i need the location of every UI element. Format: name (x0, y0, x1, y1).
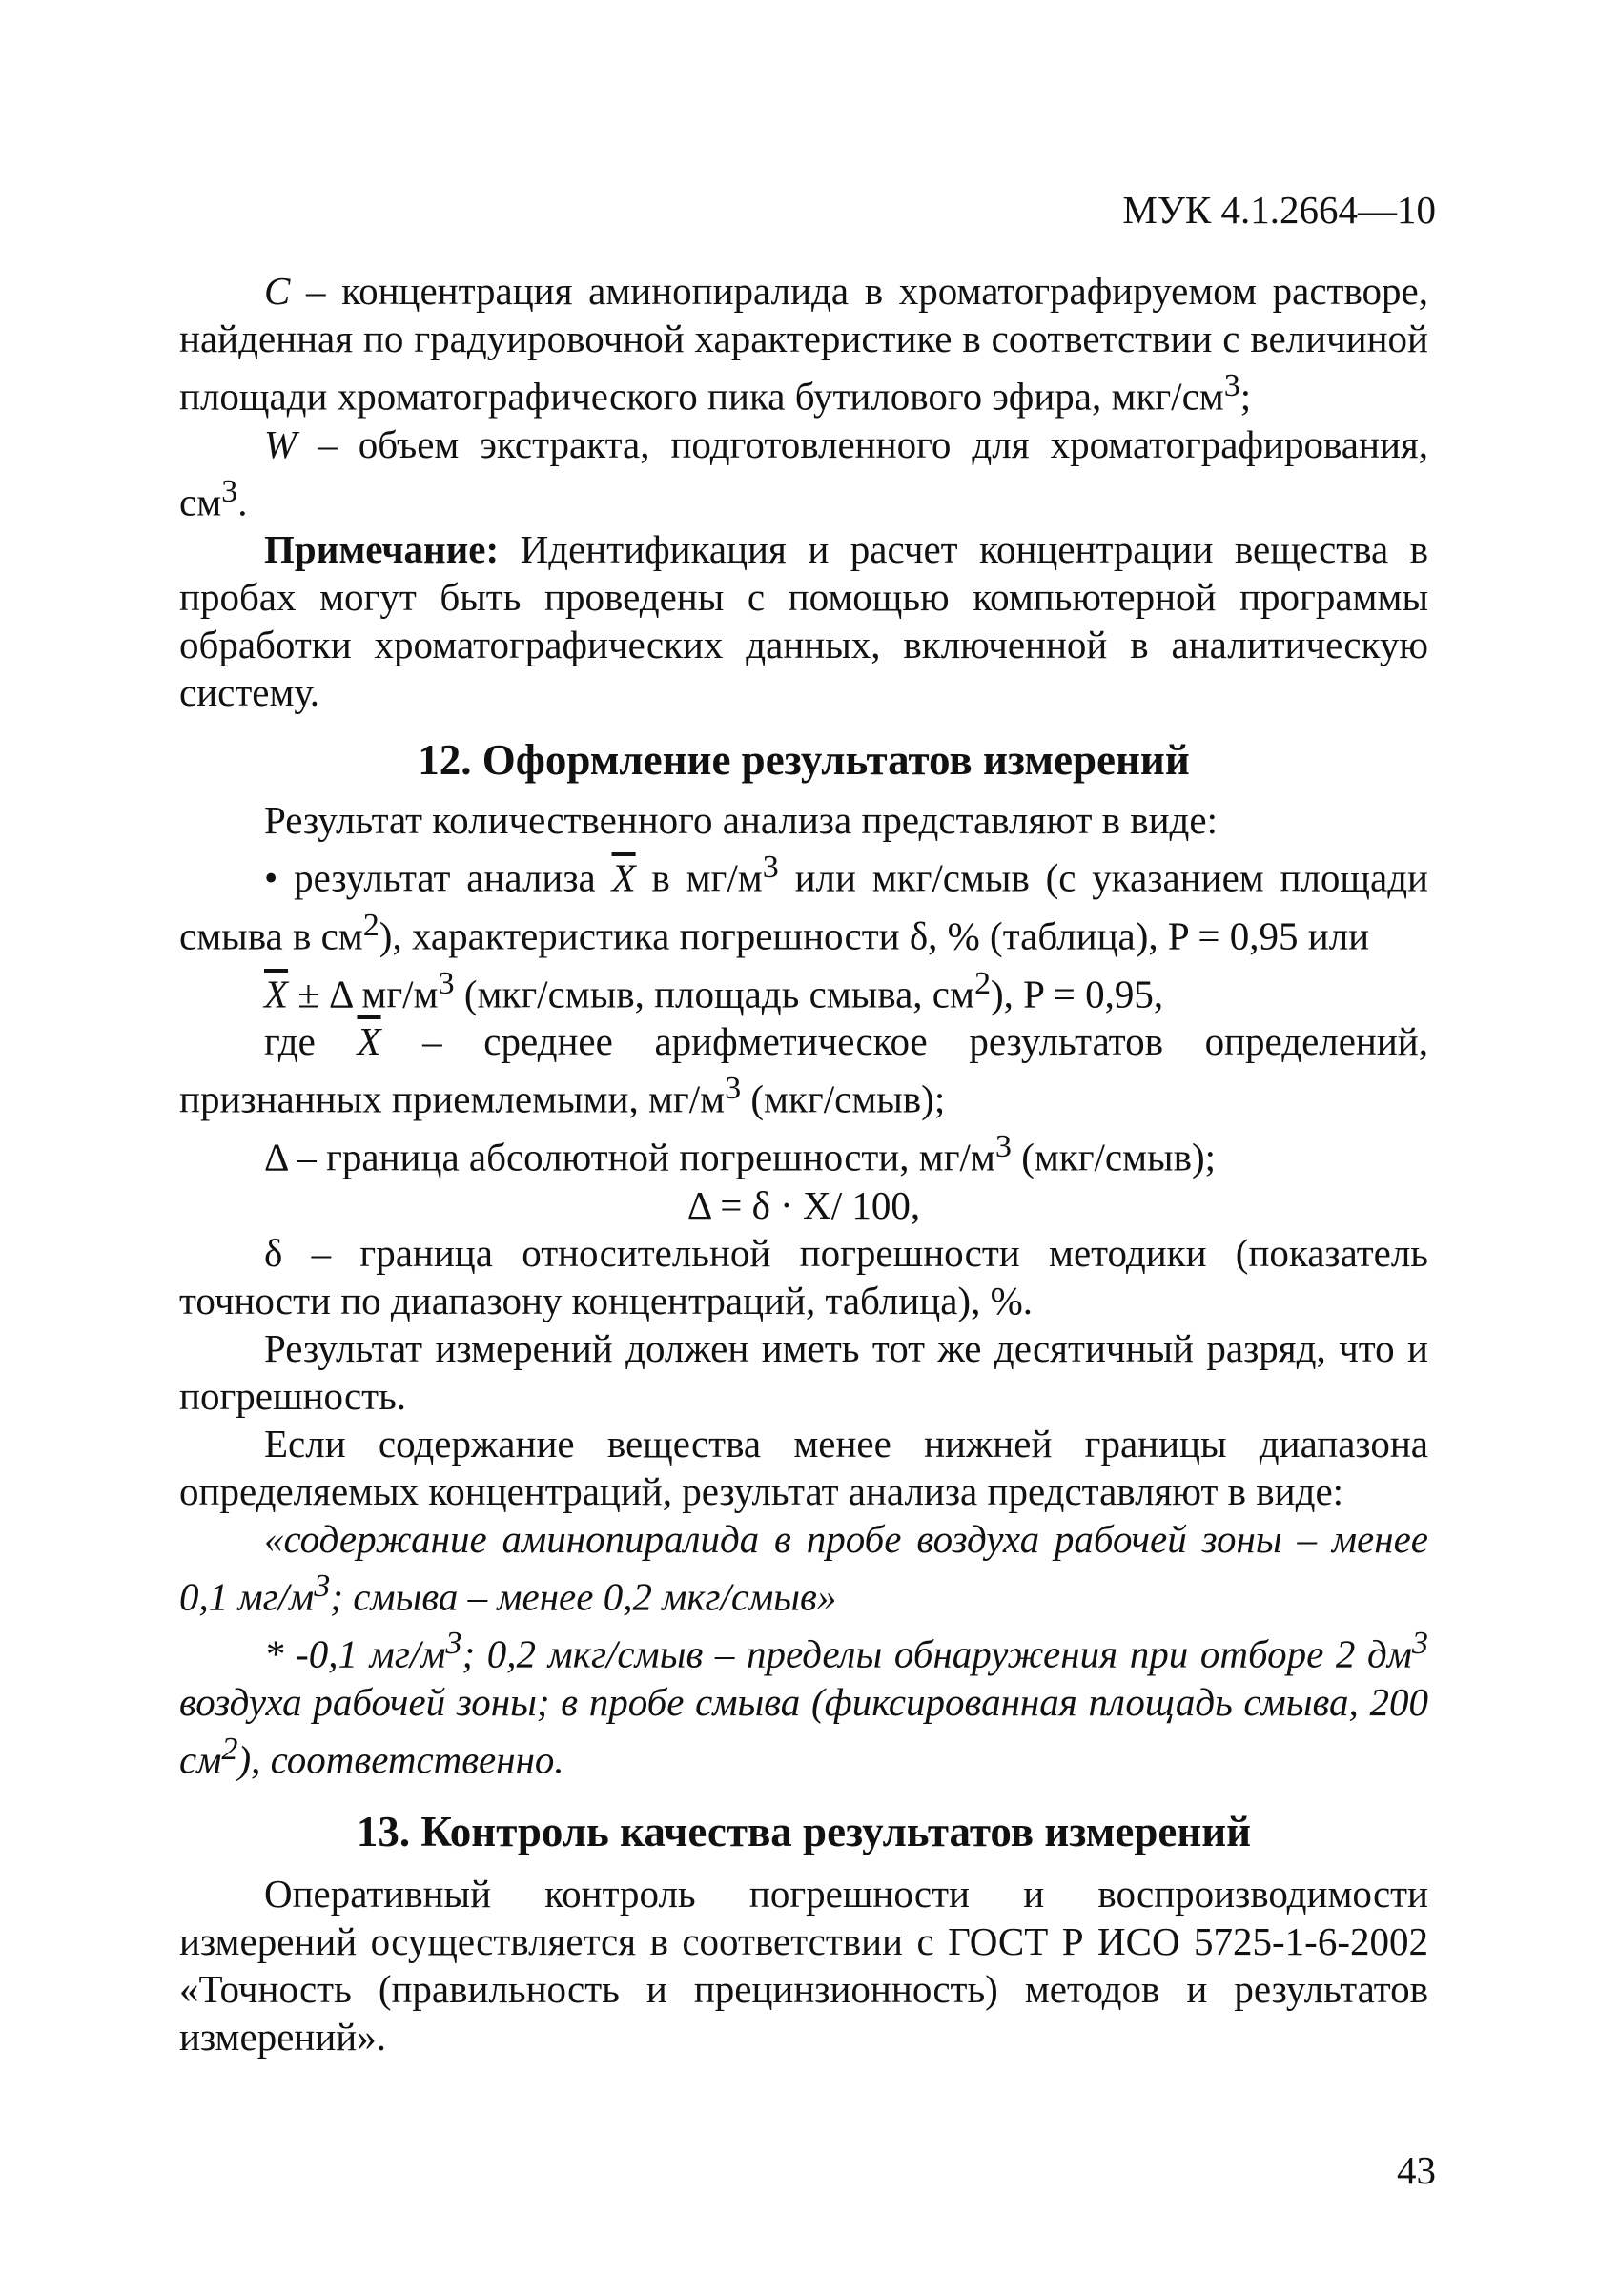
footnote-sup-2: 3 (1411, 1626, 1428, 1662)
result-form-line (179, 960, 1428, 1018)
x-mean-symbol: $\overline{X}$ (357, 1019, 381, 1064)
bullet-text-3: или мкг/смыв (с указанием площади смыва в см (179, 855, 1428, 958)
note-text: Идентификация и расчет концентрации вещества в пробах могут быть проведены с помощью компьютерной программы обработки хроматографических данных, включенной в аналитическую систему. (179, 527, 1428, 715)
results-bullet (179, 844, 1428, 959)
delta-abs-text-1: Δ – граница абсолютной погрешности, мг/м (264, 1135, 995, 1179)
section-12-title: 12. Оформление результатов измерений (418, 736, 1190, 785)
w-definition (179, 420, 1428, 526)
footnote-text-2: ; 0,2 мкг/смыв – пределы обнаружения при отборе 2 дм (461, 1631, 1412, 1676)
footnote-text-1: * -0,1 мг/м (264, 1631, 446, 1676)
below-range-example (179, 1515, 1428, 1621)
bullet-sup-2: 2 (362, 907, 379, 943)
delta-abs-sup: 3 (994, 1128, 1012, 1164)
footnote-sup-1: 3 (445, 1626, 462, 1662)
form-sup-1: 3 (438, 965, 455, 1001)
delta-abs-text-2: (мкг/смыв); (1011, 1135, 1217, 1179)
w-definition-sup: 3 (221, 473, 238, 509)
bullet-sup-1: 3 (762, 850, 779, 886)
detection-limit-footnote (179, 1620, 1428, 1783)
where-text-1: где (264, 1019, 358, 1064)
document-code: МУК 4.1.2664—10 (1122, 188, 1436, 232)
section-13-title: 13. Контроль качества результатов измерений (356, 1807, 1252, 1855)
w-definition-end: . (237, 480, 248, 524)
note-paragraph (179, 525, 1428, 716)
c-definition-end: ; (1239, 374, 1252, 419)
quality-control-paragraph: Оперативный контроль погрешности и воспроизводимости измерений осуществляется в соответствии с ГОСТ Р ИСО 5725-1-6-2002 «Точность (правильность и прецинзионность) методов и результатов измерений». (179, 1871, 1428, 2059)
c-definition-text: – концентрация аминопиралида в хроматографируемом растворе, найденная по градуировочной характеристике в соответствии с величиной площади хроматографического пика бутилового эфира, мкг/см (179, 269, 1428, 419)
w-variable: W (264, 421, 297, 466)
footnote-sup-3: 2 (221, 1731, 238, 1767)
example-text-2: ; смыва – менее 0,2 мкг/смыв» (330, 1574, 837, 1619)
x-mean-symbol: $\overline{X}$ (264, 972, 289, 1016)
x-mean-symbol: $\overline{X}$ (611, 855, 636, 900)
c-definition (179, 267, 1428, 420)
page-number: 43 (1397, 2148, 1436, 2192)
c-variable: С (264, 269, 291, 313)
below-range-paragraph: Если содержание вещества менее нижней границы диапазона определяемых концентраций, результат анализа представляют в виде: (179, 1421, 1428, 1513)
note-label: Примечание: (264, 527, 500, 572)
where-text-2: – среднее арифметическое результатов определений, признанных приемлемыми, мг/м (179, 1019, 1428, 1121)
results-intro: Результат количественного анализа представляют в виде: (264, 798, 1218, 843)
bullet-text-4: ), характеристика погрешности δ, % (таблица), P = 0,95 или (379, 913, 1370, 958)
example-text-1: «содержание аминопиралида в пробе воздуха рабочей зоны – менее 0,1 мг/м (179, 1516, 1428, 1619)
where-sup: 3 (725, 1071, 742, 1107)
delta-rel-definition: δ – граница относительной погрешности методики (показатель точности по диапазону концентраций, таблица), %. (179, 1230, 1428, 1322)
page-body (179, 267, 1428, 2060)
example-sup: 3 (314, 1568, 331, 1604)
form-sup-2: 2 (973, 965, 992, 1001)
bullet-text-1: • результат анализа (264, 855, 612, 900)
delta-formula: Δ = δ · X/ 100, (686, 1182, 921, 1227)
form-text-3: ), P = 0,95, (991, 972, 1164, 1016)
footnote-text-3: воздуха рабочей зоны; в пробе смыва (фиксированная площадь смыва, 200 см (179, 1679, 1428, 1782)
form-text-2: (мкг/смыв, площадь смыва, см (454, 972, 974, 1016)
form-text-1: ± Δ мг/м (288, 972, 439, 1016)
x-mean-definition (179, 1017, 1428, 1123)
delta-abs-definition (179, 1123, 1428, 1181)
c-definition-sup: 3 (1223, 368, 1240, 403)
footnote-text-4: ), соответственно. (237, 1737, 564, 1782)
bullet-text-2: в мг/м (635, 855, 763, 900)
w-definition-text: – объем экстракта, подготовленного для хроматографирования, см (179, 421, 1428, 524)
where-text-3: (мкг/смыв); (741, 1076, 946, 1121)
result-digit-paragraph: Результат измерений должен иметь тот же десятичный разряд, что и погрешность. (179, 1325, 1428, 1418)
